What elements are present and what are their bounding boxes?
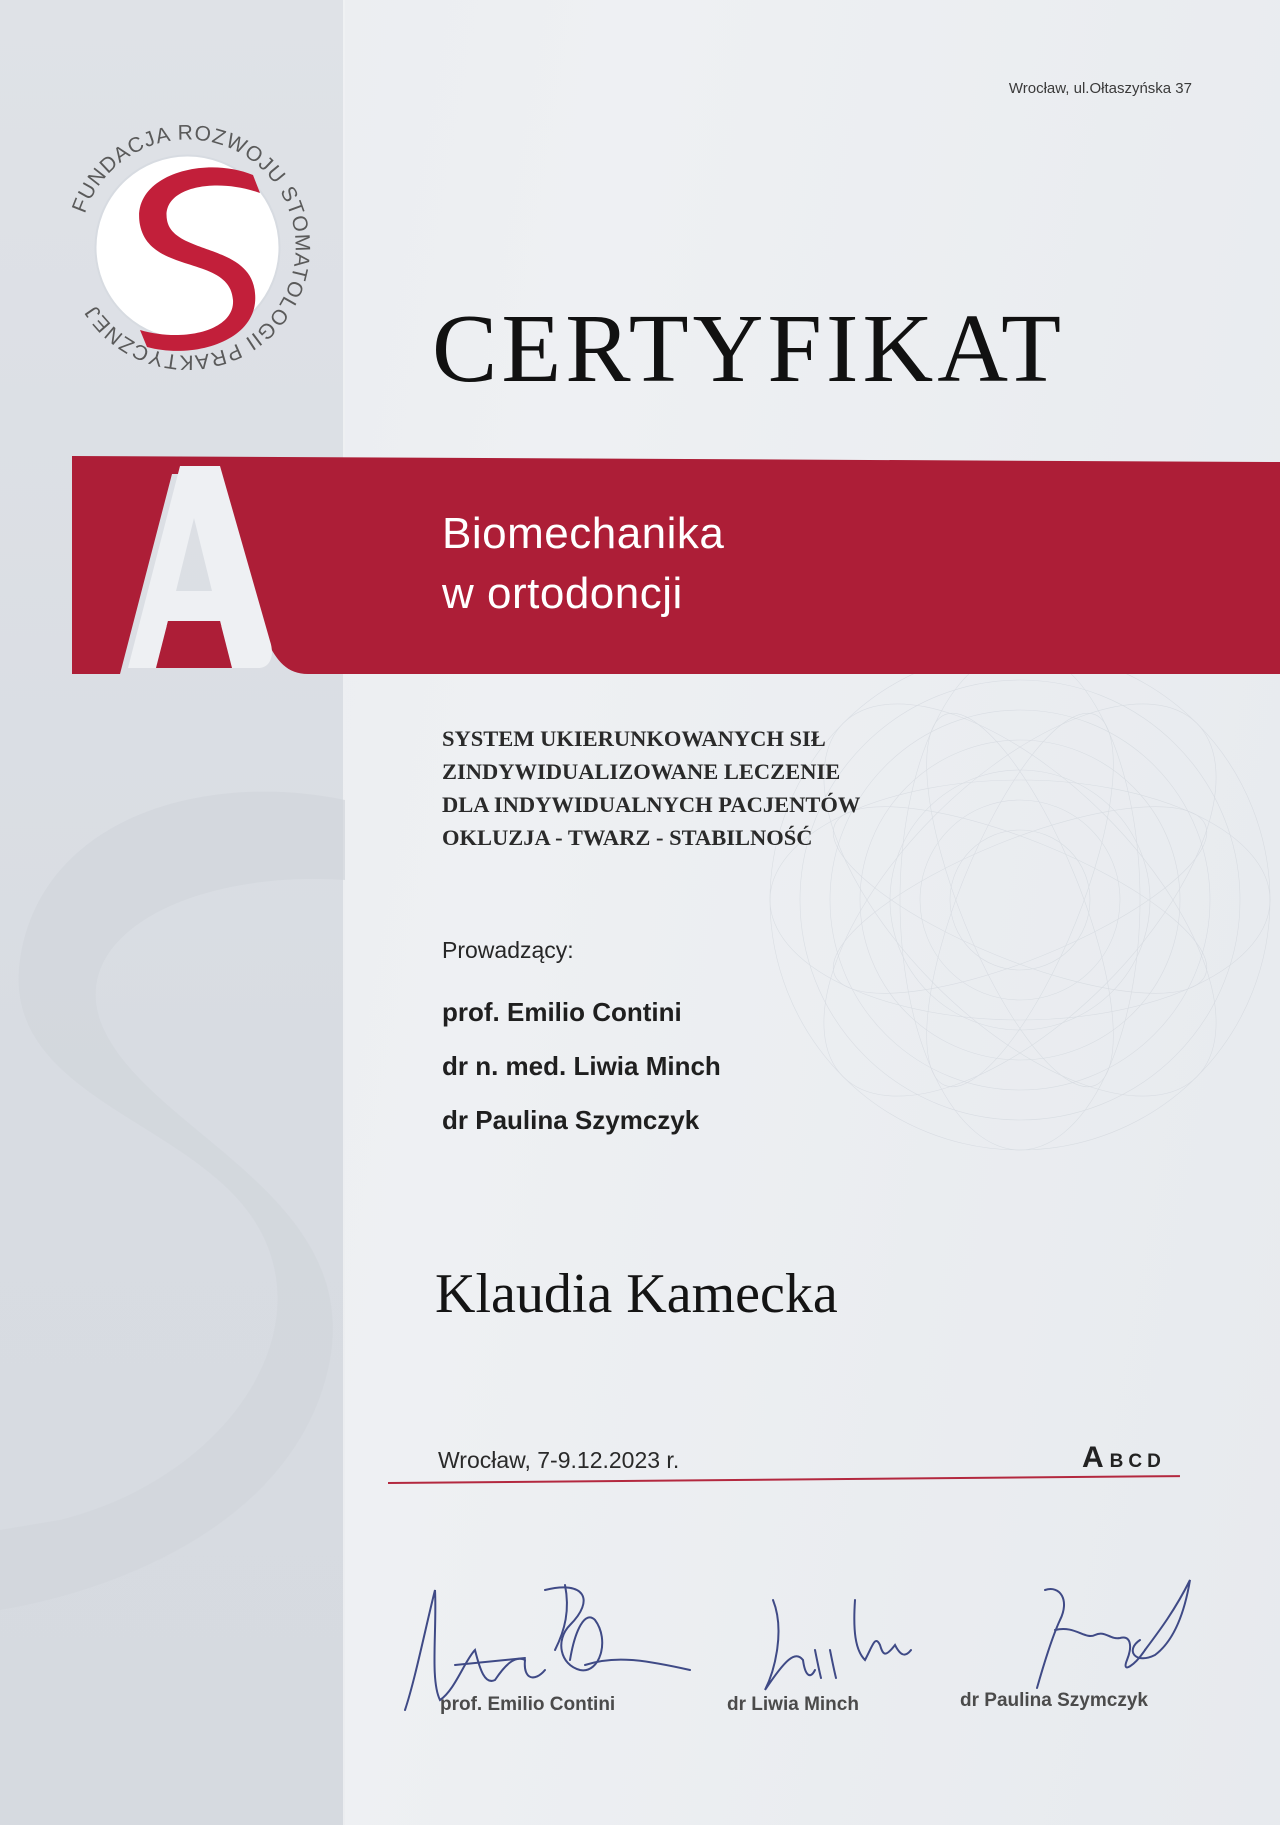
course-title-line-2: w ortodoncji	[442, 569, 683, 618]
lecturers-label: Prowadzący:	[442, 937, 574, 963]
course-title-line-1: Biomechanika	[442, 509, 725, 558]
foundation-logo	[55, 115, 320, 380]
divider-line	[388, 1475, 1180, 1484]
signature-label: dr Liwia Minch	[727, 1694, 859, 1715]
subtitle-line: DLA INDYWIDUALNYCH PACJENTÓW	[442, 792, 861, 817]
course-title	[442, 504, 724, 624]
subtitle-line: OKLUZJA - TWARZ - STABILNOŚĆ	[442, 825, 813, 850]
abcd-first-letter: A	[1082, 1441, 1110, 1474]
logo-ring-text: FUNDACJA ROZWOJU STOMATOLOGII PRAKTYCZNEJ	[67, 121, 314, 374]
certificate-title: CERTYFIKAT	[432, 295, 1066, 403]
subtitle-line: ZINDYWIDUALIZOWANE LECZENIE	[442, 759, 841, 784]
signature-szymczyk	[1015, 1570, 1195, 1700]
lecturer-name: dr Paulina Szymczyk	[442, 1105, 700, 1135]
course-subtitles	[442, 722, 860, 854]
signature-minch	[755, 1590, 915, 1700]
recipient-name: Klaudia Kamecka	[435, 1263, 838, 1325]
signature-label: dr Paulina Szymczyk	[960, 1690, 1148, 1711]
abcd-rest-letters: BCD	[1109, 1451, 1166, 1472]
guilloche-pattern	[740, 620, 1280, 1180]
address: Wrocław, ul.Ołtaszyńska 37	[1008, 80, 1192, 97]
abcd-brand-mark	[1082, 1441, 1166, 1475]
place-date: Wrocław, 7-9.12.2023 r.	[438, 1447, 680, 1473]
lecturers-list	[442, 985, 721, 1147]
s-watermark-icon	[0, 760, 345, 1825]
lecturer-name: prof. Emilio Contini	[442, 997, 682, 1027]
signature-label: prof. Emilio Contini	[440, 1694, 616, 1715]
subtitle-line: SYSTEM UKIERUNKOWANYCH SIŁ	[442, 726, 826, 751]
a-brand-icon	[120, 456, 310, 674]
lecturer-name: dr n. med. Liwia Minch	[442, 1051, 721, 1081]
